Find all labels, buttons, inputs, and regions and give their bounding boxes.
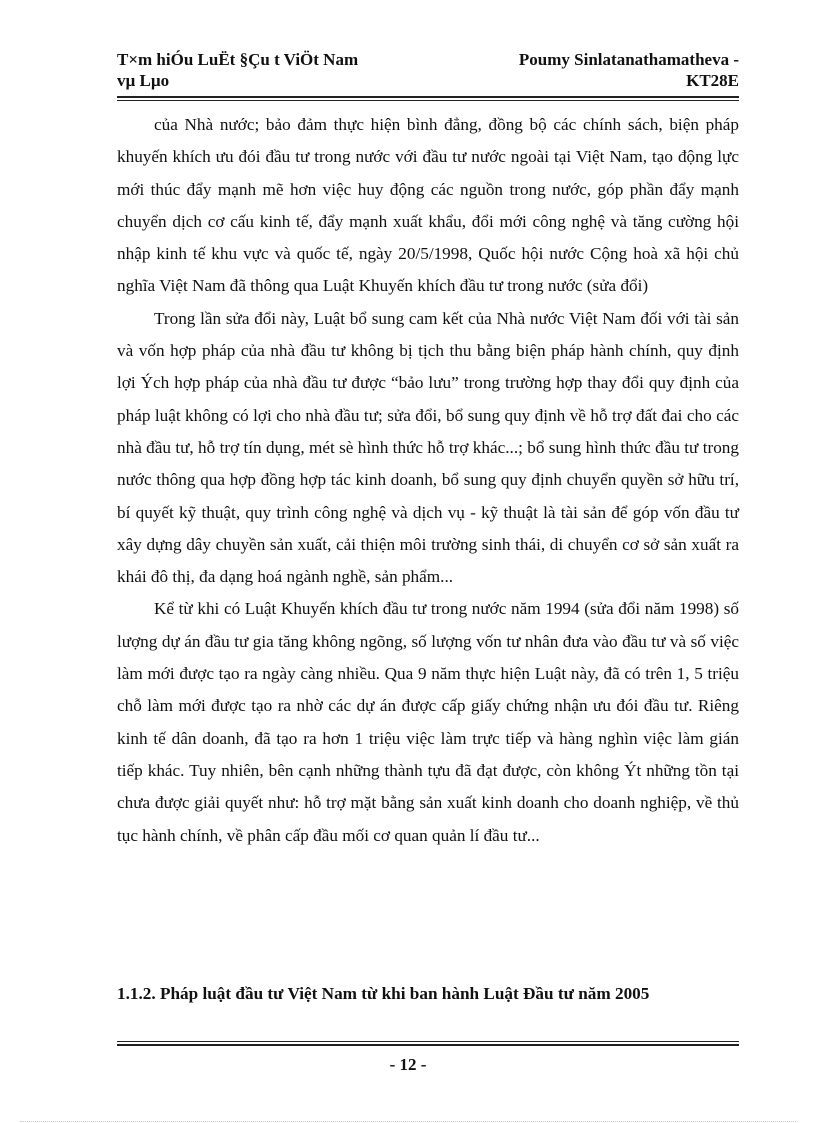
header-author-line2: KT28E xyxy=(686,71,739,90)
body-text xyxy=(117,109,739,852)
section-heading: 1.1.2. Pháp luật đầu tư Việt Nam từ khi ban hành Luật Đầu tư năm 2005 xyxy=(117,984,650,1003)
page-header xyxy=(117,49,739,93)
page-edge-divider xyxy=(20,1121,796,1122)
paragraph: Kể từ khi có Luật Khuyến khích đầu tư trong nước năm 1994 (sửa đổi năm 1998) số lượng dự án đầu tư gia tăng không ngõng, số lượng vốn tư nhân đưa vào đầu tư và số việc làm mới được tạo ra ngày càng nhiều. Qua 9 năm thực hiện Luật này, đã có trên 1, 5 triệu chỗ làm mới được tạo ra nhờ các dự án được cấp giấy chứng nhận ưu đói đầu tư. Riêng kinh tế dân doanh, đã tạo ra hơn 1 triệu việc làm trực tiếp và hàng nghìn việc làm gián tiếp khác. Tuy nhiên, bên cạnh những thành tựu đã đạt được, còn không Ýt những tồn tại chưa được giải quyết như: hỗ trợ mặt bằng sản xuất kinh doanh cho doanh nghiệp, về thủ tục hành chính, về phân cấp đầu mối cơ quan quản lí đầu tư... xyxy=(117,599,739,845)
footer-divider xyxy=(117,1041,739,1046)
header-title-line2: vµ Lµo xyxy=(117,71,170,90)
page-number: - 12 - xyxy=(389,1055,427,1074)
header-title xyxy=(117,49,437,91)
paragraph: của Nhà nước; bảo đảm thực hiện bình đẳng, đồng bộ các chính sách, biện pháp khuyến khích ưu đói đầu tư trong nước với đầu tư nước ngoài tại Việt Nam, tạo động lực mới thúc đẩy mạnh mẽ hơn việc huy động các nguồn trong nước, góp phần đẩy mạnh chuyển dịch cơ cấu kinh tế, đẩy mạnh xuất khẩu, đổi mới công nghệ và tăng cường hội nhập kinh tế khu vực và quốc tế, ngày 20/5/1998, Quốc hội nước Cộng hoà xã hội chủ nghĩa Việt Nam đã thông qua Luật Khuyến khích đầu tư trong nước (sửa đổi) xyxy=(117,115,739,296)
header-author-line1: Poumy Sinlatanathamatheva - xyxy=(518,50,739,69)
paragraph: Trong lần sửa đổi này, Luật bổ sung cam kết của Nhà nước Việt Nam đối với tài sản và vốn hợp pháp của nhà đầu tư không bị tịch thu bằng biện pháp hành chính, quy định lợi Ých hợp pháp của nhà đầu tư được “bảo lưu” trong trường hợp thay đổi quy định của pháp luật không có lợi cho nhà đầu tư; sửa đổi, bổ sung quy định về hỗ trợ đất đai cho các nhà đầu tư, hỗ trợ tín dụng, mét sè hình thức hỗ trợ khác...; bổ sung hình thức đầu tư trong nước thông qua hợp đồng hợp tác kinh doanh, bổ sung quy định chuyển quyền sở hữu trí, bí quyết kỹ thuật, quy trình công nghệ và dịch vụ - kỹ thuật là tài sản để góp vốn đầu tư xây dựng dây chuyền sản xuất, cải thiện môi trường sinh thái, di chuyển cơ sở sản xuất ra khái đô thị, đa dạng hoá ngành nghề, sản phẩm... xyxy=(117,308,739,587)
header-author xyxy=(439,49,739,91)
header-title-line1: T×m hiÓu LuËt §Çu t ViÖt Nam xyxy=(117,50,359,69)
header-divider xyxy=(117,96,739,101)
